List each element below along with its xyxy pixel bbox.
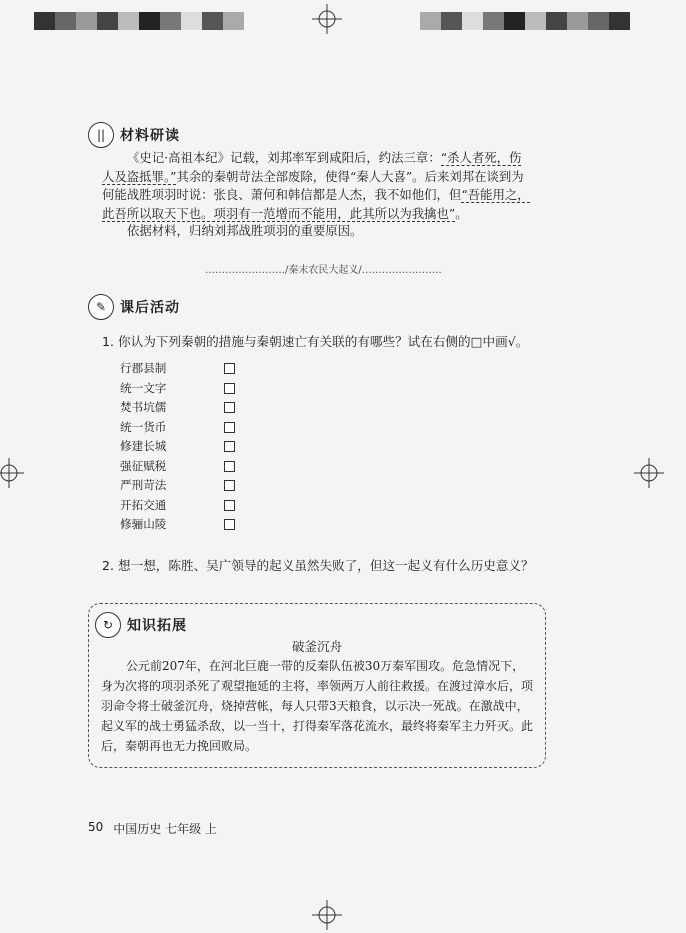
option-row: 强征赋税 — [120, 458, 235, 474]
material-paragraph — [102, 149, 532, 223]
activity-icon: ✎ — [88, 294, 114, 320]
material-reading-header — [88, 122, 180, 148]
checkbox[interactable] — [224, 422, 235, 433]
option-row: 修骊山陵 — [120, 516, 235, 532]
checkbox[interactable] — [224, 519, 235, 530]
option-row: 修建长城 — [120, 438, 235, 454]
activity-header — [88, 294, 180, 320]
print-color-strip-left — [34, 12, 244, 30]
checkbox[interactable] — [224, 402, 235, 413]
option-row: 开拓交通 — [120, 497, 235, 513]
registration-mark-bottom — [312, 900, 342, 930]
print-color-strip-right — [420, 12, 630, 30]
page-footer — [88, 820, 217, 837]
option-row: 行郡县制 — [120, 360, 235, 376]
option-row: 严刑苛法 — [120, 477, 235, 493]
knowledge-body: 公元前207年，在河北巨鹿一带的反秦队伍被30万秦军围攻。危急情况下，身为次将的项羽杀死了观望拖延的主将，率领两万人前往救援。在渡过漳水后，项羽命令将士破釜沉舟，烧掉营帐，每人只带3天粮食，以示决一死战。在激战中，起义军的战士勇猛杀敌，以一当十，打得秦军落花流水，最终将秦军主力歼灭。此后，秦朝再也无力挽回败局。 — [101, 659, 534, 753]
checkbox[interactable] — [224, 500, 235, 511]
section-divider: ……………………/秦末农民大起义/…………………… — [205, 265, 442, 276]
checkbox[interactable] — [224, 441, 235, 452]
book-title: 中国历史 七年级 上 — [113, 822, 217, 836]
option-row: 焚书坑儒 — [120, 399, 235, 415]
registration-mark-right — [634, 458, 664, 488]
activity-title: 课后活动 — [120, 300, 180, 316]
registration-mark-top — [312, 4, 342, 34]
knowledge-card — [88, 603, 546, 768]
question-2: 2. 想一想，陈胜、吴广领导的起义虽然失败了，但这一起义有什么历史意义？ — [102, 558, 534, 573]
material-quote-1: “杀人者死，伤人及盗抵罪。” — [102, 150, 522, 184]
checkbox[interactable] — [224, 383, 235, 394]
option-row: 统一文字 — [120, 380, 235, 396]
option-row: 统一货币 — [120, 419, 235, 435]
knowledge-icon: ↻ — [95, 612, 121, 638]
registration-mark-left — [0, 458, 24, 488]
material-text-end: 。 — [455, 205, 468, 221]
material-task: 依据材料，归纳刘邦战胜项羽的重要原因。 — [127, 223, 363, 238]
checkbox[interactable] — [224, 461, 235, 472]
material-text-1: 《史记·高祖本纪》记载，刘邦率军到咸阳后，约法三章： — [127, 150, 441, 165]
knowledge-title: 知识拓展 — [127, 618, 187, 634]
knowledge-subtitle: 破釜沉舟 — [291, 639, 343, 654]
reading-icon: || — [88, 122, 114, 148]
question-1: 1. 你认为下列秦朝的措施与秦朝速亡有关联的有哪些？试在右侧的□中画√。 — [102, 334, 529, 349]
knowledge-header — [95, 612, 187, 638]
checkbox[interactable] — [224, 480, 235, 491]
material-text-2: 其余的秦朝苛法全部废除，使得“秦人大喜”。后来刘邦在谈到为何能战胜项羽时说：张良、萧何和韩信都是人杰，我不如他们，但 — [102, 168, 524, 202]
material-quote-2: “吾能用之，此吾所以取天下也。项羽有一范增而不能用，此其所以为我擒也” — [102, 187, 530, 221]
page-number: 50 — [88, 820, 104, 834]
material-reading-title: 材料研读 — [120, 128, 180, 144]
checkbox[interactable] — [224, 363, 235, 374]
